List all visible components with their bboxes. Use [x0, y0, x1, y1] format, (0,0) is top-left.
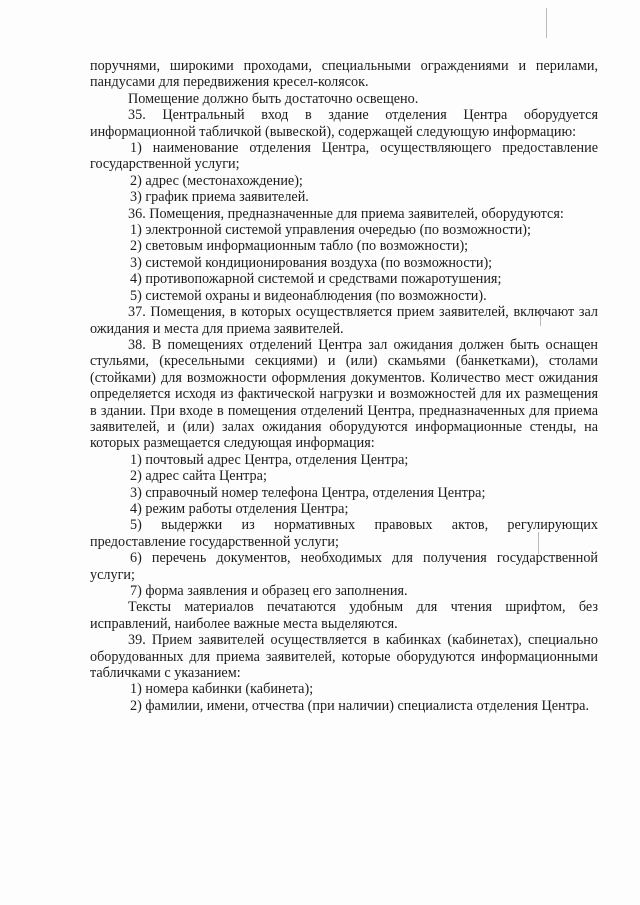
paragraph-37: 37. Помещения, в которых осуществляется прием заявителей, включают зал ожидания и места для приема заявителей. [90, 304, 598, 337]
list-item-35-3: 3) график приема заявителей. [130, 189, 309, 206]
paragraph-fonts: Тексты материалов печатаются удобным для чтения шрифтом, без исправлений, наиболее важные места выделяются. [90, 599, 598, 632]
list-item-35-2: 2) адрес (местонахождение); [130, 172, 303, 189]
document-body [90, 58, 598, 714]
list-item-39-2: 2) фамилии, имени, отчества (при наличии) специалиста отделения Центра. [130, 697, 590, 714]
paragraph-39: 39. Прием заявителей осуществляется в кабинках (кабинетах), специально оборудованных для приема заявителей, которые оборудуются информационными табличками с указанием: [90, 632, 598, 682]
list-item-36-1: 1) электронной системой управления очередью (по возможности); [130, 222, 531, 239]
list-item-38-5: 5) выдержки из нормативных правовых актов, регулирующих предоставление государственной услуги; [90, 517, 598, 550]
list-item-38-1: 1) почтовый адрес Центра, отделения Центра; [130, 451, 409, 468]
paragraph-35: 35. Центральный вход в здание отделения Центра оборудуется информационной табличкой (вывеской), содержащей следующую информацию: [90, 107, 598, 140]
list-item-38-4: 4) режим работы отделения Центра; [130, 500, 349, 517]
paragraph-lighting: Помещение должно быть достаточно освещено. [128, 90, 419, 107]
list-item-38-6: 6) перечень документов, необходимых для получения государственной услуги; [90, 550, 598, 583]
list-item-35-1: 1) наименование отделения Центра, осуществляющего предоставление государственной услуги; [90, 140, 598, 173]
list-item-36-5: 5) системой охраны и видеонаблюдения (по возможности). [130, 287, 487, 304]
list-item-36-3: 3) системой кондиционирования воздуха (по возможности); [130, 254, 493, 271]
paragraph-38: 38. В помещениях отделений Центра зал ожидания должен быть оснащен стульями, (кресельными секциями) и (или) скамьями (банкетками), столами (стойками) для возможности оформления документов. Количество мест ожидания определяется исходя из фактической нагрузки и возможностей для их размещения в здании. При входе в помещения отделений Центра, предназначенных для приема заявителей, и (или) залах ожидания оборудуются информационные стенды, на которых размещается следующая информация: [90, 336, 598, 452]
paragraph-36: 36. Помещения, предназначенные для приема заявителей, оборудуются: [128, 205, 564, 222]
list-item-38-7: 7) форма заявления и образец его заполнения. [130, 583, 408, 599]
list-item-38-2: 2) адрес сайта Центра; [130, 468, 267, 485]
list-item-36-2: 2) световым информационным табло (по возможности); [130, 238, 469, 255]
list-item-39-1: 1) номера кабинки (кабинета); [130, 681, 314, 698]
scan-artifact-top [546, 8, 547, 38]
list-item-36-4: 4) противопожарной системой и средствами пожаротушения; [130, 271, 502, 288]
list-item-38-3: 3) справочный номер телефона Центра, отделения Центра; [130, 484, 486, 501]
paragraph-continuation: поручнями, широкими проходами, специальными ограждениями и перилами, пандусами для передвижения кресел-колясок. [90, 58, 598, 91]
